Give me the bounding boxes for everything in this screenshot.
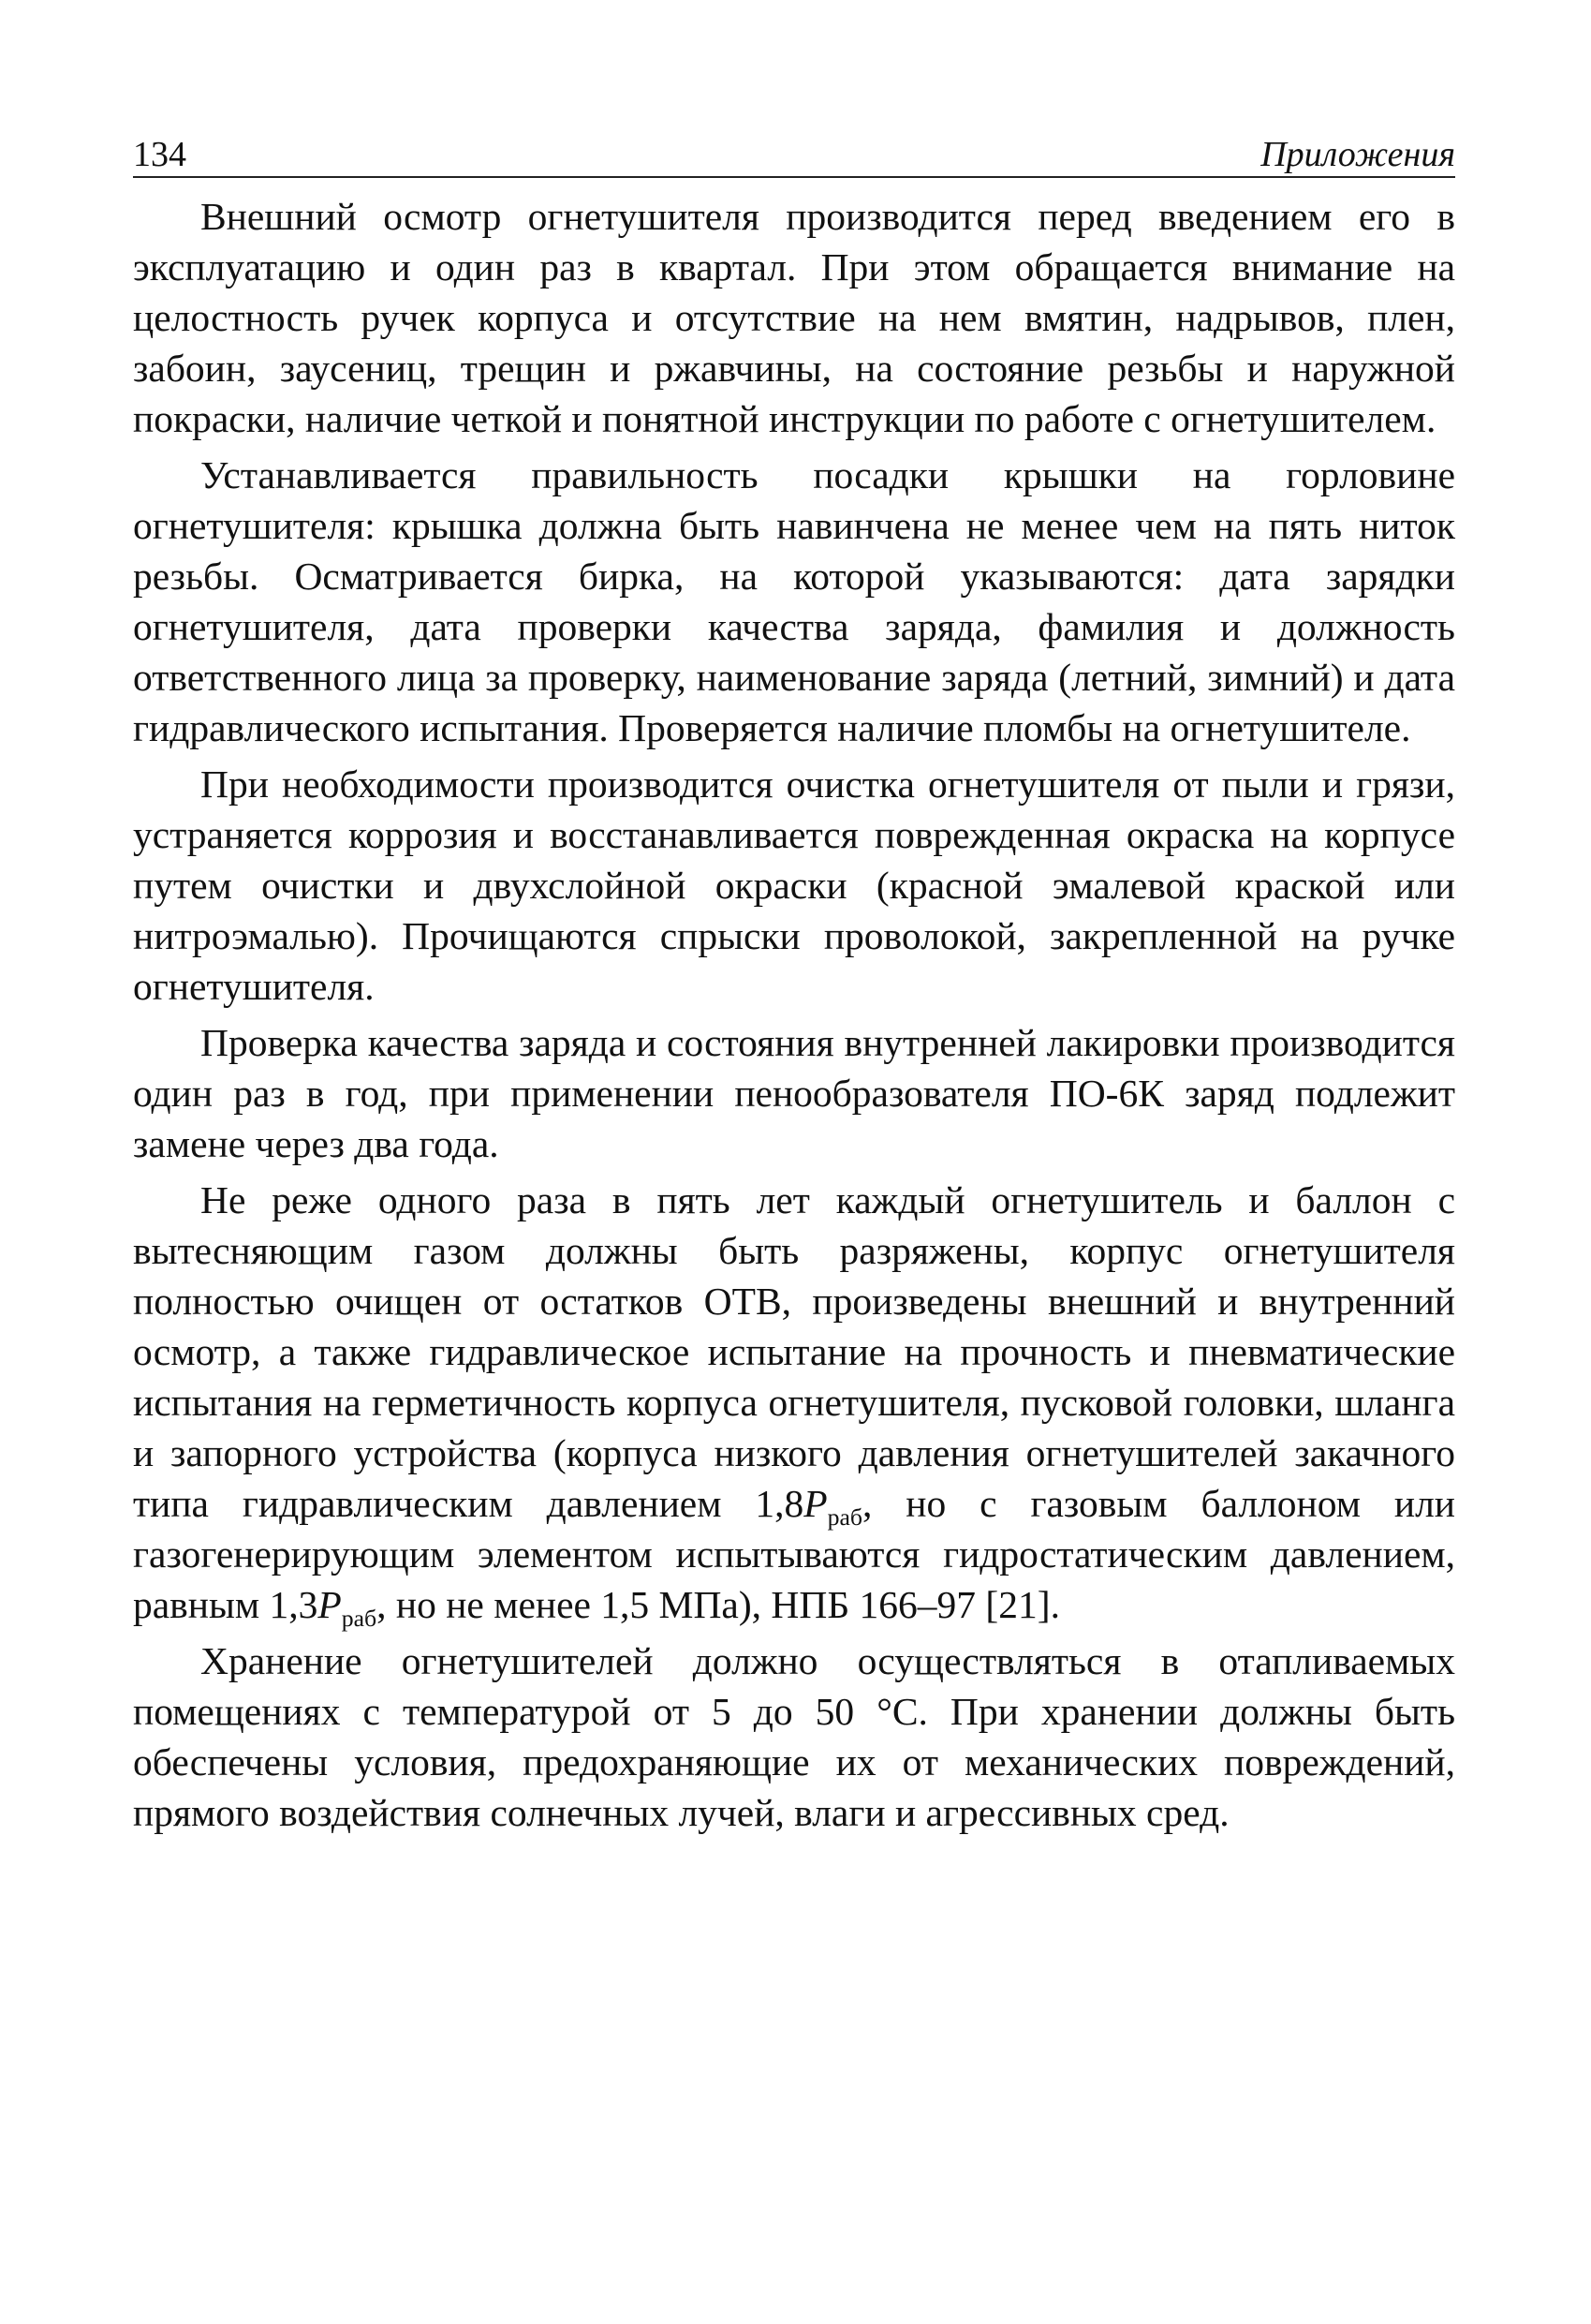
pressure-subscript: раб	[827, 1503, 862, 1531]
paragraph-cap-and-tag: Устанавливается правильность посадки крышки на горловине огнетушителя: крышка должна быть навинчена не менее чем на пять ниток резьбы. Осматривается бирка, на которой указываются: дата зарядки огнетушителя, дата проверки качества заряда, фамилия и должность ответственного лица за проверку, наименование заряда (летний, зимний) и дата гидравлического испытания. Проверяется наличие пломбы на огнетушителе.	[133, 453, 1455, 749]
paragraph-storage: Хранение огнетушителей должно осуществляться в отапливаемых помещениях с температурой от 5 до 50 °C. При хранении должны быть обеспечены условия, предохраняющие их от механических повреждений, прямого воздействия солнечных лучей, влаги и агрессивных сред.	[133, 1639, 1455, 1834]
text-part: , но не менее 1,5 МПа), НПБ 166–97 [21].	[376, 1583, 1060, 1626]
paragraph-inspection: Внешний осмотр огнетушителя производится перед введением его в эксплуатацию и один раз в квартал. При этом обращается внимание на целостность ручек корпуса и отсутствие на нем вмятин, надрывов, плен, забоин, заусениц, трещин и ржавчины, на состояние резьбы и наружной покраски, наличие четкой и понятной инструкции по работе с огнетушителем.	[133, 195, 1455, 440]
paragraph-charge-check: Проверка качества заряда и состояния внутренней лакировки производится один раз в год, при применении пенообразователя ПО-6К заряд подлежит замене через два года.	[133, 1021, 1455, 1165]
section-title: Приложения	[1260, 135, 1455, 174]
pressure-subscript: раб	[341, 1605, 377, 1632]
text-part: , но с газовым баллоном или газогенерирующим элементом испытываются гидростатическим давлением, равным 1,3	[133, 1482, 1455, 1626]
pressure-symbol: P	[803, 1482, 828, 1525]
paragraph-five-year-test	[133, 1175, 1455, 1630]
body-text	[133, 191, 1455, 1838]
page-number: 134	[133, 135, 186, 174]
paragraph-cleaning: При необходимости производится очистка огнетушителя от пыли и грязи, устраняется коррозия и восстанавливается поврежденная окраска на корпусе путем очистки и двухслойной окраски (красной эмалевой краской или нитроэмалью). Прочищаются спрыски проволокой, закрепленной на ручке огнетушителя.	[133, 762, 1455, 1008]
pressure-symbol: P	[317, 1583, 342, 1626]
document-page	[133, 129, 1455, 1843]
running-header	[133, 129, 1455, 178]
text-part: Не реже одного раза в пять лет каждый огнетушитель и баллон с вытесняющим газом должны быть разряжены, корпус огнетушителя полностью очищен от остатков ОТВ, произведены внешний и внутренний осмотр, а также гидравлическое испытание на прочность и пневматические испытания на герметичность корпуса огнетушителя, пусковой головки, шланга и запорного устройства (корпуса низкого давления огнетушителей закачного типа гидравлическим давлением 1,8	[133, 1178, 1455, 1525]
